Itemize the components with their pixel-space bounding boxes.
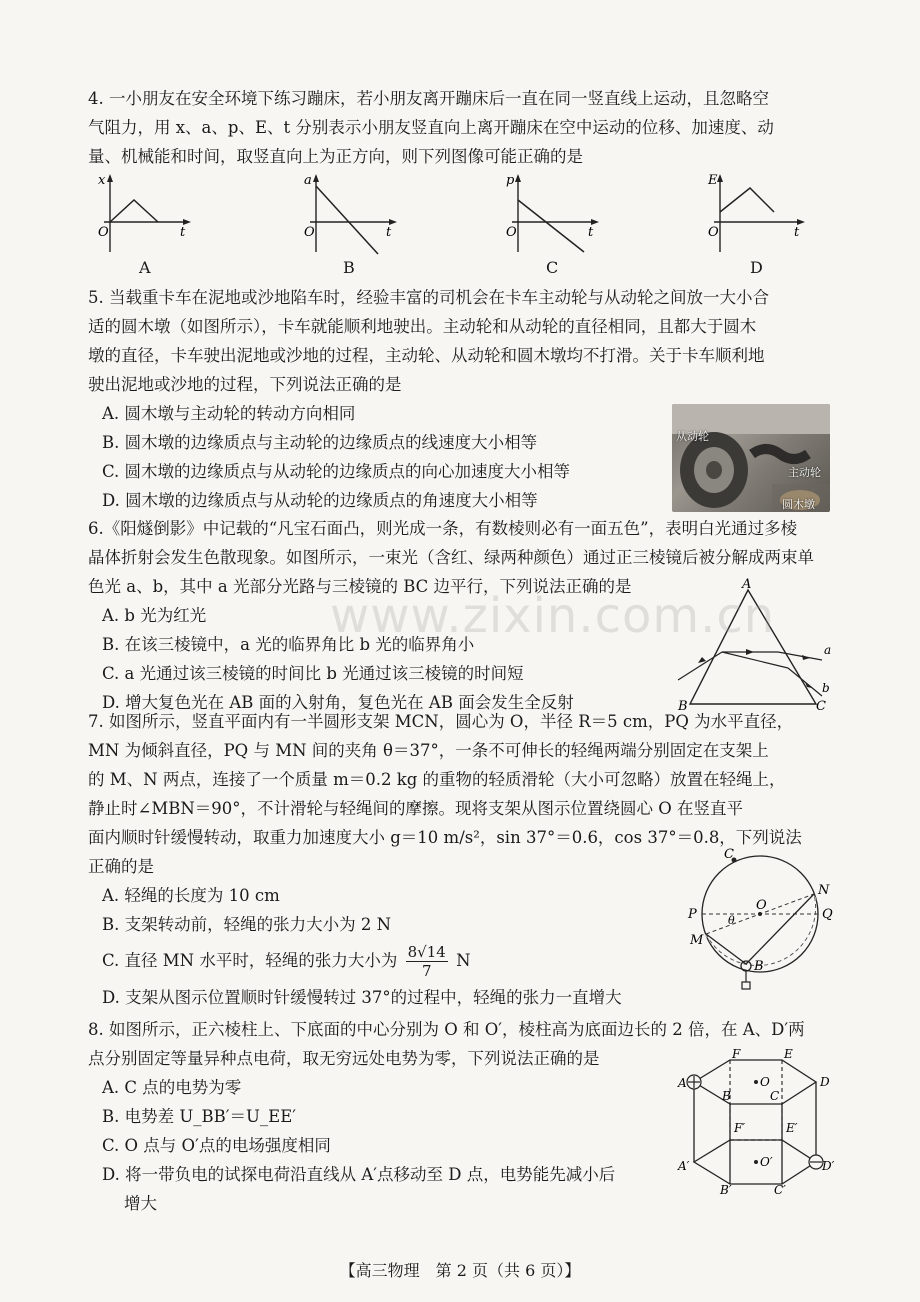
support-label-p: P — [688, 907, 697, 922]
q8-line-2: 点分别固定等量异种点电荷，取无穷远处电势为零，下列说法正确的是 — [88, 1049, 600, 1068]
prism8-label-e-prime: E′ — [786, 1121, 798, 1135]
q5-option-c: C. 圆木墩的边缘质点与从动轮的边缘质点的向心加速度大小相等 — [102, 462, 571, 481]
photo-label-driving: 主动轮 — [788, 466, 821, 479]
graph-d — [706, 172, 810, 258]
q7-fraction — [406, 943, 448, 980]
q7-option-a: A. 轻绳的长度为 10 cm — [102, 886, 280, 905]
graph-b-letter: B — [343, 258, 355, 277]
truck-wheel-photo — [672, 404, 830, 512]
prism8-label-e: E — [784, 1047, 793, 1061]
graph-c — [504, 172, 604, 258]
q5-option-a: A. 圆木墩与主动轮的转动方向相同 — [102, 404, 356, 423]
prism-label-b-vertex: B — [678, 699, 688, 712]
q7-line-5: 面内顺时针缓慢转动，取重力加速度大小 g＝10 m/s²，sin 37°＝0.6，cos 37°＝0.8，下列说法 — [88, 828, 802, 847]
prism8-label-o: O — [760, 1075, 770, 1089]
q5-option-b: B. 圆木墩的边缘质点与主动轮的边缘质点的线速度大小相等 — [102, 433, 538, 452]
prism8-label-f-prime: F′ — [734, 1121, 746, 1135]
graph-c-xlabel: t — [588, 225, 594, 240]
question-4 — [88, 84, 836, 171]
q5-line-3: 墩的直径，卡车驶出泥地或沙地的过程，主动轮、从动轮和圆木墩均不打滑。关于卡车顺利地 — [88, 346, 765, 365]
support-label-theta: θ — [728, 914, 735, 927]
q6-option-d: D. 增大复色光在 AB 面的入射角，复色光在 AB 面会发生全反射 — [102, 693, 574, 712]
support-label-b: B — [754, 959, 764, 974]
graph-a-xlabel: t — [180, 225, 186, 240]
graph-b-origin: O — [304, 225, 315, 240]
page-footer: 【高三物理 第 2 页（共 6 页）】 — [339, 1261, 581, 1280]
prism8-label-a-prime: A′ — [678, 1159, 690, 1173]
prism8-label-c-prime: C′ — [774, 1183, 786, 1196]
photo-label-driven: 从动轮 — [676, 430, 709, 443]
q8-option-d-1: D. 将一带负电的试探电荷沿直线从 A′点移动至 D 点，电势能先减小后 — [102, 1165, 616, 1184]
q5-line-1: 5. 当载重卡车在泥地或沙地陷车时，经验丰富的司机会在卡车主动轮与从动轮之间放一大小合 — [88, 288, 769, 307]
graph-d-letter: D — [750, 258, 763, 277]
prism8-label-b-prime: B′ — [720, 1183, 732, 1196]
graph-d-origin: O — [708, 225, 719, 240]
q4-line-2: 气阻力，用 x、a、p、E、t 分别表示小朋友竖直向上离开蹦床在空中运动的位移、加速度、动 — [88, 118, 774, 137]
graph-a — [96, 172, 196, 258]
support-label-m: M — [690, 933, 704, 948]
prism-label-a-vertex: A — [742, 577, 752, 592]
prism-label-ray-b: b — [822, 681, 830, 695]
q6-line-2: 晶体折射会发生色散现象。如图所示，一束光（含红、绿两种颜色）通过正三棱镜后被分解成两束单 — [88, 548, 814, 567]
graph-a-ylabel: x — [98, 173, 106, 188]
q7-line-1: 7. 如图所示，竖直平面内有一半圆形支架 MCN，圆心为 O，半径 R＝5 cm，PQ 为水平直径， — [88, 712, 794, 731]
graph-d-ylabel: E — [708, 173, 718, 188]
graph-a-letter: A — [139, 258, 151, 277]
q7-option-d: D. 支架从图示位置顺时针缓慢转过 37°的过程中，轻绳的张力一直增大 — [102, 988, 622, 1007]
q7-option-c-unit: N — [456, 951, 471, 970]
q4-line-3: 量、机械能和时间，取竖直向上为正方向，则下列图像可能正确的是 — [88, 147, 583, 166]
graph-b — [302, 172, 402, 258]
prism8-label-b: B — [722, 1089, 731, 1103]
prism8-label-d: D — [820, 1075, 830, 1089]
support-label-q: Q — [822, 907, 833, 922]
q4-line-1: 4. 一小朋友在安全环境下练习蹦床，若小朋友离开蹦床后一直在同一竖直线上运动，且忽略空 — [88, 89, 769, 108]
hexagonal-prism-diagram — [676, 1046, 842, 1196]
graph-c-origin: O — [506, 225, 517, 240]
prism8-label-d-prime: D′ — [822, 1159, 835, 1173]
q6-line-1: 6.《阳燧倒影》中记载的“凡宝石面凸，则光成一条，有数棱则必有一面五色”，表明白光通过多棱 — [88, 519, 798, 538]
graph-c-ylabel: p — [506, 173, 515, 188]
semicircle-support-diagram — [680, 846, 840, 996]
q7-fraction-numerator: 8√14 — [407, 943, 446, 961]
q7-fraction-denominator: 7 — [421, 962, 432, 980]
photo-label-log: 圆木墩 — [782, 498, 815, 511]
support-label-c: C — [724, 847, 734, 862]
q8-line-1: 8. 如图所示，正六棱柱上、下底面的中心分别为 O 和 O′，棱柱高为底面边长的 2 倍，在 A、D′两 — [88, 1020, 805, 1039]
q6-option-c: C. a 光通过该三棱镜的时间比 b 光通过该三棱镜的时间短 — [102, 664, 524, 683]
support-label-n: N — [818, 883, 830, 898]
graph-b-xlabel: t — [386, 225, 392, 240]
watermark: www.zixin.com.cn — [330, 588, 776, 644]
q8-option-c: C. O 点与 O′点的电场强度相同 — [102, 1136, 331, 1155]
q6-option-b: B. 在该三棱镜中，a 光的临界角比 b 光的临界角小 — [102, 635, 475, 654]
q5-option-d: D. 圆木墩的边缘质点与从动轮的边缘质点的角速度大小相等 — [102, 491, 538, 510]
prism8-label-c: C — [770, 1089, 780, 1103]
prism8-label-f: F — [732, 1047, 741, 1061]
q7-option-c-text: C. 直径 MN 水平时，轻绳的张力大小为 — [102, 951, 398, 970]
q7-line-4: 静止时∠MBN＝90°，不计滑轮与轻绳间的摩擦。现将支架从图示位置绕圆心 O 在竖直平 — [88, 799, 744, 818]
graph-d-xlabel: t — [794, 225, 800, 240]
q8-option-a: A. C 点的电势为零 — [102, 1078, 242, 1097]
q7-line-2: MN 为倾斜直径，PQ 与 MN 间的夹角 θ＝37°，一条不可伸长的轻绳两端分别固定在支架上 — [88, 741, 769, 760]
q8-option-d-2: 增大 — [124, 1194, 157, 1213]
q5-line-2: 适的圆木墩（如图所示），卡车就能顺利地驶出。主动轮和从动轮的直径相同，且都大于圆木 — [88, 317, 757, 336]
prism-label-c-vertex: C — [816, 699, 826, 712]
q7-line-6: 正确的是 — [88, 857, 154, 876]
graph-a-origin: O — [98, 225, 109, 240]
graph-c-letter: C — [546, 258, 559, 277]
prism8-label-a: A — [678, 1076, 687, 1090]
support-label-o: O — [756, 898, 767, 913]
prism8-label-o-prime: O′ — [760, 1155, 773, 1169]
q6-option-a: A. b 光为红光 — [102, 606, 207, 625]
prism-label-ray-a: a — [824, 643, 832, 657]
q5-line-4: 驶出泥地或沙地的过程，下列说法正确的是 — [88, 375, 402, 394]
q8-option-b: B. 电势差 U_BB′＝U_EE′ — [102, 1107, 297, 1126]
q7-line-3: 的 M、N 两点，连接了一个质量 m＝0.2 kg 的重物的轻质滑轮（大小可忽略）放置在轻绳上， — [88, 770, 786, 789]
q6-line-3: 色光 a、b，其中 a 光部分光路与三棱镜的 BC 边平行，下列说法正确的是 — [88, 577, 632, 596]
q7-option-b: B. 支架转动前，轻绳的张力大小为 2 N — [102, 915, 392, 934]
graph-b-ylabel: a — [304, 173, 312, 188]
